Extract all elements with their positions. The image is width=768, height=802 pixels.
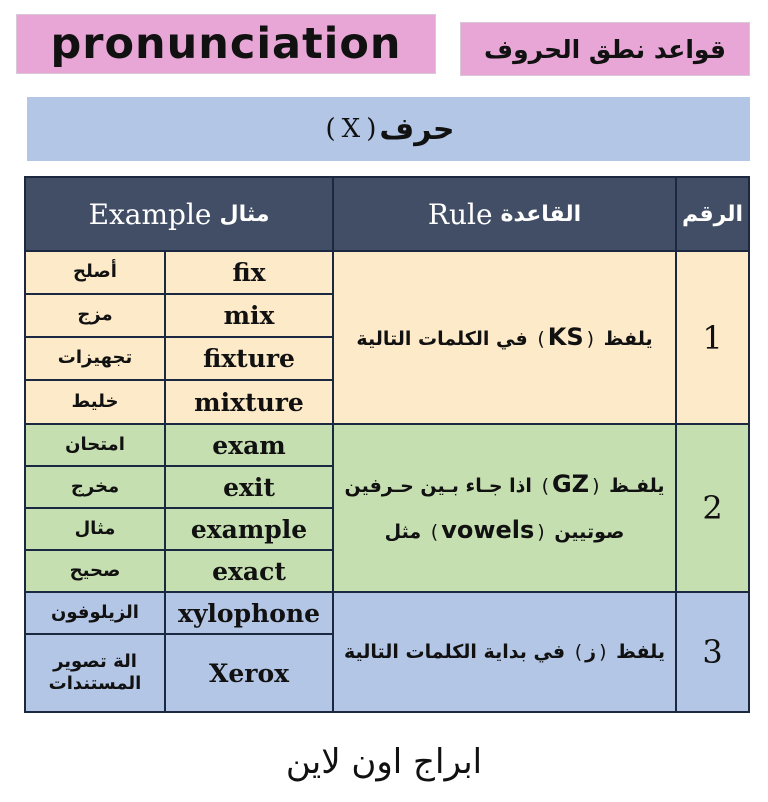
header-rule [333,177,676,251]
example-ar-cell: الزيلوفون [25,592,165,634]
example-en-cell: Xerox [165,634,333,712]
page-title: pronunciation [16,14,436,74]
letter-banner: حرف ( X ) [27,97,750,161]
header-rule-en: Rule [427,197,493,231]
rule-token: KS [547,322,584,351]
header-example [25,177,333,251]
rule-cell: يلفـظ (GZ) اذا جـاء بـين حـرفين صوتيين (vowels) مثل [333,424,676,592]
example-en-cell: exam [165,424,333,466]
example-ar-cell: الة تصوير المستندات [25,634,165,712]
row-number: 1 [676,251,749,424]
table-row [25,424,749,466]
page-title-arabic: قواعد نطق الحروف [460,22,750,76]
example-en-cell: fix [165,251,333,294]
header-example-en: Example [88,197,212,231]
header-rule-ar: القاعدة [500,201,582,227]
example-en-cell: exact [165,550,333,592]
example-en-cell: mixture [165,380,333,424]
example-ar-cell: صحيح [25,550,165,592]
example-ar-cell: خليط [25,380,165,424]
footer-brand: ابراج اون لاين [285,742,483,782]
header-example-ar: مثال [219,201,270,227]
letter-symbol: X [341,114,361,144]
example-en-cell: exit [165,466,333,508]
rules-table [24,176,750,713]
rule-cell: يلفظ (ز) في بداية الكلمات التالية [333,592,676,712]
example-en-cell: example [165,508,333,550]
example-en-cell: xylophone [165,592,333,634]
rule-token-vowels: vowels [441,516,535,544]
rule-token: ز [585,640,597,663]
row-number: 2 [676,424,749,592]
letter-word: حرف [379,111,455,147]
table-row [25,251,749,294]
example-ar-cell: مزج [25,294,165,337]
header-number: الرقم [676,177,749,251]
rule-token: GZ [551,470,590,499]
example-ar-cell: امتحان [25,424,165,466]
rule-cell: يلفظ (KS) في الكلمات التالية [333,251,676,424]
example-en-cell: fixture [165,337,333,380]
example-ar-cell: أصلح [25,251,165,294]
table-header-row [25,177,749,251]
row-number: 3 [676,592,749,712]
example-ar-cell: مخرج [25,466,165,508]
example-en-cell: mix [165,294,333,337]
table-row [25,592,749,634]
example-ar-cell: مثال [25,508,165,550]
example-ar-cell: تجهيزات [25,337,165,380]
